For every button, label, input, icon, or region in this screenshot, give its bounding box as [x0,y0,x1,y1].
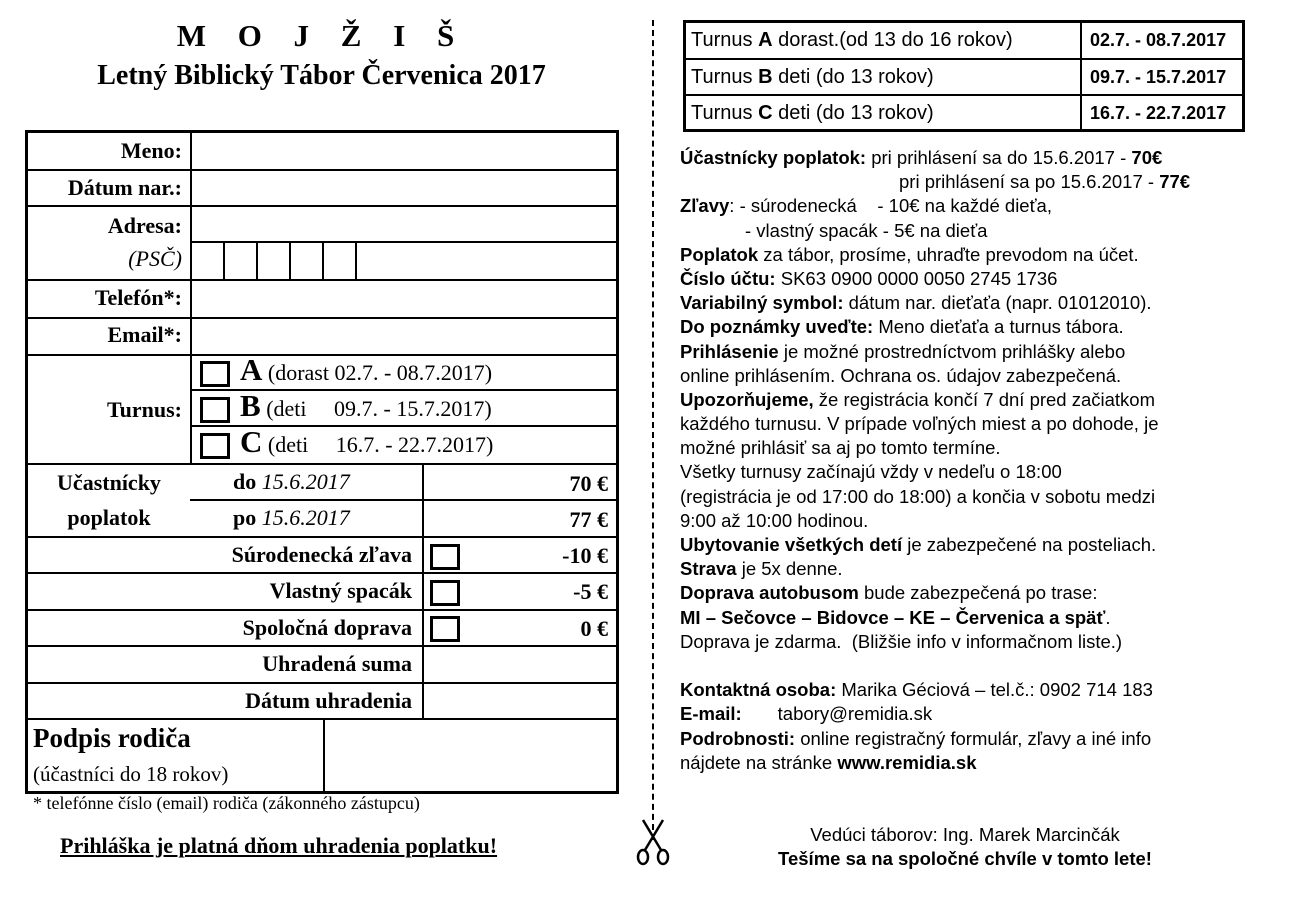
turnus-option-b [240,388,492,424]
mail-info-head: E-mail: [680,703,742,725]
mail-info [680,702,1260,726]
closing-line: Tešíme sa na spoločné chvíle v tomto lete! [778,848,1152,869]
row-line [28,536,616,538]
paid-sum-label: Uhradená suma [262,651,412,676]
accommodation-info-text: je zabezpečené na posteliach. [902,534,1157,555]
accommodation-info [680,533,1260,557]
turnus-row-pre: Turnus [691,102,759,124]
account-info-text: SK63 0900 0000 0050 2745 1736 [775,267,1058,289]
signature-divider [323,718,325,791]
sleeping-bag-label: Vlastný spacák [269,578,412,603]
turnus-row-b [686,60,1242,96]
fee-prefix: po [233,505,257,530]
turnus-c-checkbox[interactable] [200,433,230,459]
turnus-option-letter: A [240,352,263,387]
transport-amount: 0 € [580,616,608,641]
start-info-line1: Všetky turnusy začínajú vždy v nedeľu o 18:00 [680,461,1062,483]
free-transport-info: Doprava je zdarma. (Bližšie info v informačnom liste.) [680,630,1123,652]
warning-info-text: že registrácia končí 7 dní pred začiatkom [813,388,1156,410]
turnus-row-post: deti (do 13 rokov) [772,66,934,88]
sleeping-bag-amount: -5 € [573,579,608,604]
turnus-row-post: deti (do 13 rokov) [772,102,934,124]
name-label: Meno: [120,138,182,163]
turnus-row-name [691,29,1013,52]
food-info [680,557,1260,581]
turnus-row-dates: 09.7. - 15.7.2017 [1090,67,1227,87]
food-info-head: Strava [680,558,737,580]
name-field[interactable] [193,133,616,168]
discount-info-head: Zľavy [680,195,730,217]
website-link[interactable]: www.remidia.sk [837,751,977,773]
food-info-text: je 5x denne. [736,558,843,580]
turnus-option-text: (deti 09.7. - 15.7.2017) [266,396,492,421]
phone-field[interactable] [193,281,616,316]
vs-info-text: dátum nar. dieťaťa (napr. 01012010). [843,292,1152,314]
route-info-text: MI – Sečovce – Bidovce – KE – Červenica a späť [680,606,1106,628]
turnus-row-letter: B [758,66,773,88]
signature-note: (účastníci do 18 rokov) [33,762,229,786]
signature-field[interactable] [326,721,616,791]
turnus-option-text: (dorast 02.7. - 08.7.2017) [267,360,493,385]
sibling-discount-checkbox[interactable] [430,544,460,570]
fee-label-line2: poplatok [67,505,151,530]
sibling-discount-amount: -10 € [562,543,608,568]
discount-info-line1 [680,194,1260,218]
sibling-discount-label: Súrodenecká zľava [231,542,412,567]
row-line [28,718,616,720]
registration-info-text: je možné prostredníctvom prihlášky alebo [778,340,1126,362]
leader-line: Vedúci táborov: Ing. Marek Marcinčák [810,824,1120,845]
psc-field[interactable] [193,243,356,278]
registration-info-head: Prihlásenie [680,340,779,362]
fee-label-line1: Učastnícky [57,470,161,495]
address-field[interactable] [193,207,616,240]
transport-label: Spoločná doprava [242,615,412,640]
note-info-head: Do poznámky uveďte: [680,316,874,338]
registration-info-line2: online prihlásením. Ochrana os. údajov zabezpečená. [680,364,1122,386]
fee-info-line1 [680,146,1260,170]
warning-info-head: Upozorňujeme, [680,388,814,410]
paid-date-field[interactable] [425,684,616,717]
turnus-row-name [691,66,934,89]
discount-info-text: : - súrodenecká - 10€ na každé dieťa, [729,195,1052,217]
payment-info-head: Poplatok [680,243,759,265]
turnus-row-pre: Turnus [691,29,759,51]
route-info [680,606,1260,630]
contact-info-text: Marika Géciová – tel.č.: 0902 714 183 [836,679,1153,701]
fee-info-amount: 70€ [1131,147,1163,168]
page-subtitle: Letný Biblický Tábor Červenica 2017 [97,60,546,91]
turnus-table [683,20,1245,132]
turnus-row-dates: 16.7. - 22.7.2017 [1090,103,1227,123]
fee-amount-early: 70 € [569,471,608,496]
accommodation-info-head: Ubytovanie všetkých detí [680,534,903,555]
label-divider [190,133,192,465]
cut-line [652,20,654,840]
paid-sum-field[interactable] [425,647,616,681]
payment-info-text: za tábor, prosíme, uhraďte prevodom na účet. [758,243,1139,265]
turnus-row-letter: C [758,102,773,124]
turnus-a-checkbox[interactable] [200,361,230,387]
warning-info-line1 [680,388,1260,412]
turnus-row-c [686,96,1242,132]
contact-info [680,678,1260,702]
footnote: * telefónne číslo (email) rodiča (zákonného zástupcu) [33,793,420,813]
turnus-row-name [691,102,934,125]
turnus-option-letter: B [240,388,261,423]
fee-info-head: Účastnícky poplatok: [680,147,867,168]
transport-checkbox[interactable] [430,616,460,642]
bus-info-text: bude zabezpečená po trase: [858,582,1098,604]
registration-info-line1 [680,340,1260,364]
mail-info-text: tabory@remidia.sk [741,703,933,725]
turnus-row-dates: 02.7. - 08.7.2017 [1090,30,1227,50]
amount-divider [422,463,424,718]
warning-info-line3: možné prihlásiť sa aj po tomto termíne. [680,437,1001,459]
email-field[interactable] [193,319,616,353]
email-label: Email*: [107,322,182,347]
row-line [28,463,616,465]
signature-label: Podpis rodiča [33,723,191,753]
dob-label: Dátum nar.: [67,175,182,200]
fee-row-late [233,505,350,531]
fee-info-amount: 77€ [1159,171,1191,193]
details-info-line1 [680,727,1260,751]
row-line [28,572,616,574]
page-title: M O J Ž I Š [176,18,467,53]
address-label: Adresa: [107,213,182,238]
turnus-b-checkbox[interactable] [200,397,230,423]
route-info-end: . [1105,606,1111,628]
fee-info-line2 [680,170,1260,194]
turnus-row-a [686,23,1242,59]
paid-date-label: Dátum uhradenia [245,688,412,713]
phone-label: Telefón*: [94,285,182,310]
details-info-head: Podrobnosti: [680,727,796,749]
start-info-line2: (registrácia je od 17:00 do 18:00) a končia v sobotu medzi [680,485,1156,507]
sleeping-bag-checkbox[interactable] [430,580,460,606]
contact-info-head: Kontaktná osoba: [680,679,837,701]
discount-info-line2: - vlastný spacák - 5€ na dieťa [745,219,988,241]
account-info-head: Číslo účtu: [680,267,776,289]
leader-note [655,823,1275,871]
turnus-option-a [240,352,492,388]
vs-info [680,291,1260,315]
fee-info-text: pri prihlásení sa po 15.6.2017 - [899,171,1160,193]
spacer [680,654,1260,678]
turnus-option-c [240,424,493,460]
turnus-option-text: (deti 16.7. - 22.7.2017) [267,432,494,457]
validity-note: Prihláška je platná dňom uhradenia poplatku! [60,833,498,858]
vs-info-head: Variabilný symbol: [680,292,844,314]
fee-info-text: pri prihlásení sa do 15.6.2017 - [866,147,1132,168]
psc-label: (PSČ) [128,246,182,271]
row-line [190,499,616,501]
info-text [680,146,1260,775]
fee-prefix: do [233,469,257,494]
turnus-row-post: dorast.(od 13 do 16 rokov) [772,29,1013,51]
registration-form [25,130,619,794]
dob-field[interactable] [193,171,616,204]
start-info-line3: 9:00 až 10:00 hodinou. [680,509,869,531]
details-info-text: online registračný formulár, zľavy a iné info [795,727,1152,749]
note-info-text: Meno dieťaťa a turnus tábora. [873,316,1124,338]
bus-info-head: Doprava autobusom [680,582,859,604]
row-line [28,609,616,611]
fee-amount-late: 77 € [569,507,608,532]
details-info-text: nájdete na stránke [680,751,838,773]
turnus-row-letter: A [758,29,773,51]
turnus-option-letter: C [240,424,263,459]
fee-date: 15.6.2017 [261,505,350,530]
turnus-label: Turnus: [106,397,182,422]
account-info [680,267,1260,291]
note-info [680,315,1260,339]
fee-row-early [233,469,350,495]
turnus-row-pre: Turnus [691,66,759,88]
fee-date: 15.6.2017 [261,469,350,494]
payment-info [680,243,1260,267]
warning-info-line2: každého turnusu. V prípade voľných miest a po dohode, je [680,413,1159,435]
bus-info [680,581,1260,605]
details-info-line2 [680,751,1260,775]
